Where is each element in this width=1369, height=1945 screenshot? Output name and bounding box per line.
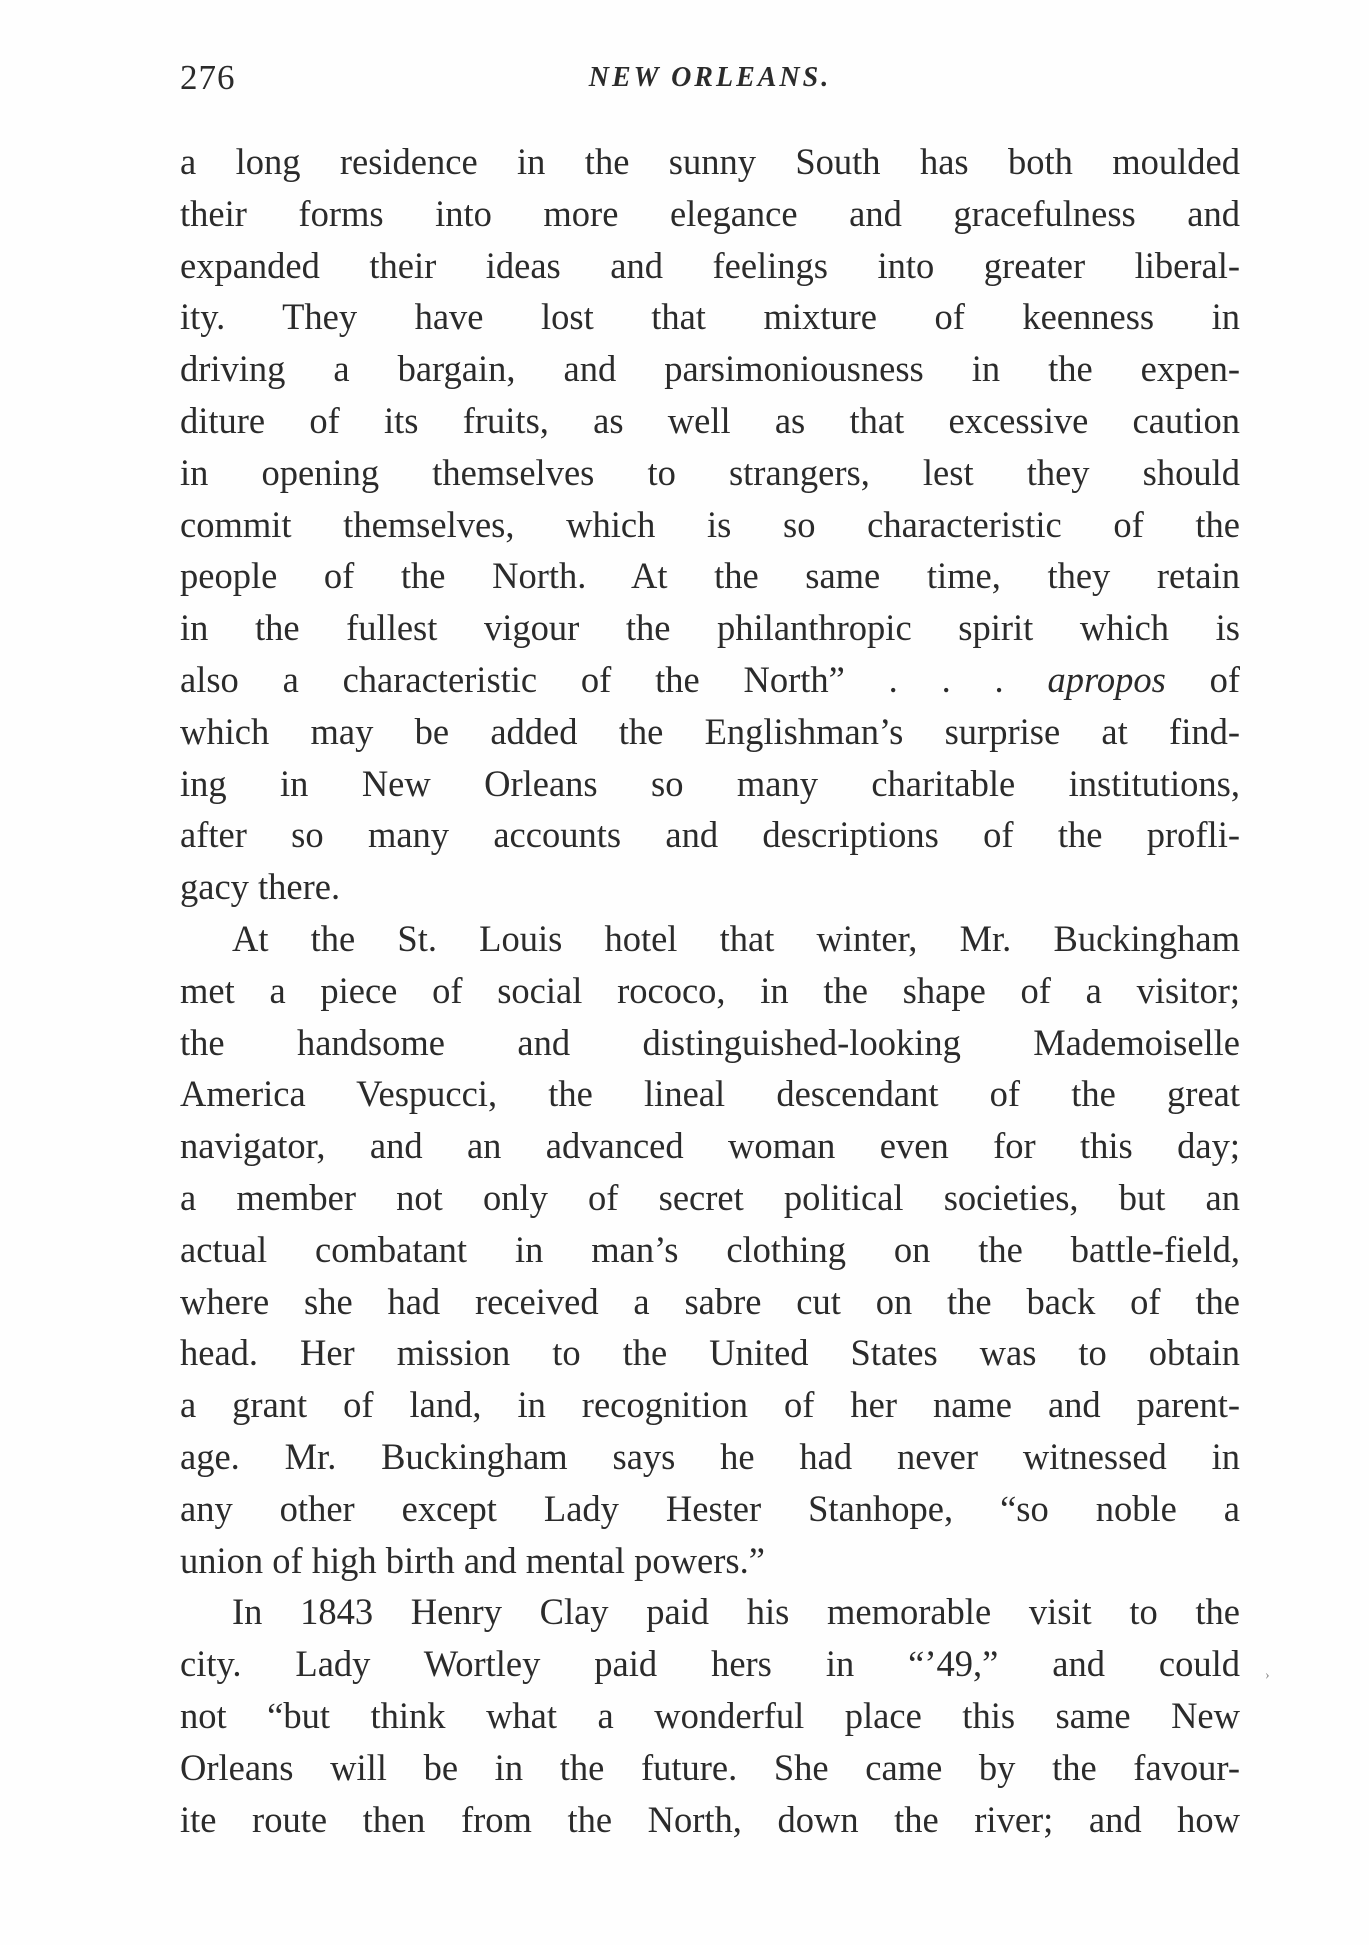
text-line: people of the North. At the same time, they retain	[180, 555, 1240, 597]
text-line: Orleans will be in the future. She came by the favour-	[180, 1746, 1240, 1788]
text-line: ite route then from the North, down the river; and how	[180, 1798, 1240, 1840]
text-line: the handsome and distinguished-looking Mademoiselle	[180, 1021, 1240, 1063]
text-line: head. Her mission to the United States was to obtain	[180, 1332, 1240, 1374]
text-line: driving a bargain, and parsimoniousness in the expen-	[180, 348, 1240, 390]
text-line: ity. They have lost that mixture of keenness in	[180, 296, 1240, 338]
body-text	[180, 136, 1240, 1845]
text-line: met a piece of social rococo, in the shape of a visitor;	[180, 969, 1240, 1011]
page-number: 276	[180, 58, 236, 97]
paragraph-end-line: gacy there.	[180, 866, 341, 908]
text-line: city. Lady Wortley paid hers in “’49,” and could	[180, 1643, 1240, 1685]
text-line: commit themselves, which is so characteristic of the	[180, 503, 1240, 545]
italic-apropos: apropos	[1047, 658, 1166, 700]
text-line: a member not only of secret political societies, but an	[180, 1176, 1240, 1218]
text-line: navigator, and an advanced woman even for this day;	[180, 1125, 1240, 1167]
text-line: where she had received a sabre cut on the back of the	[180, 1280, 1240, 1322]
text-line: any other except Lady Hester Stanhope, “so noble a	[180, 1487, 1240, 1529]
text-line: actual combatant in man’s clothing on the battle-field,	[180, 1228, 1240, 1270]
text-line: expanded their ideas and feelings into greater liberal-	[180, 244, 1240, 286]
paragraph-end-line: union of high birth and mental powers.”	[180, 1539, 765, 1581]
text-segment: of	[1165, 658, 1240, 700]
text-line: diture of its fruits, as well as that excessive caution	[180, 399, 1240, 441]
text-line: age. Mr. Buckingham says he had never witnessed in	[180, 1435, 1240, 1477]
text-line-apropos	[180, 654, 1240, 706]
margin-mark: ›	[1265, 1668, 1270, 1683]
running-head: NEW ORLEANS.	[588, 62, 832, 93]
text-line: in the fullest vigour the philanthropic spirit which is	[180, 607, 1240, 649]
text-line: which may be added the Englishman’s surprise at find-	[180, 710, 1240, 752]
text-line: after so many accounts and descriptions of the profli-	[180, 814, 1240, 856]
paragraph-start-line: At the St. Louis hotel that winter, Mr. Buckingham	[232, 917, 1240, 959]
text-line: a long residence in the sunny South has both moulded	[180, 141, 1240, 182]
page-header	[180, 58, 1240, 108]
text-line: America Vespucci, the lineal descendant of the great	[180, 1073, 1240, 1115]
paragraph-start-line: In 1843 Henry Clay paid his memorable visit to the	[232, 1591, 1240, 1633]
text-line: their forms into more elegance and gracefulness and	[180, 192, 1240, 234]
text-line: a grant of land, in recognition of her name and parent-	[180, 1384, 1240, 1426]
text-line: not “but think what a wonderful place this same New	[180, 1694, 1240, 1736]
text-line: ing in New Orleans so many charitable institutions,	[180, 762, 1240, 804]
text-segment: also a characteristic of the North” . . .	[180, 658, 1048, 700]
text-line: in opening themselves to strangers, lest they should	[180, 451, 1240, 493]
